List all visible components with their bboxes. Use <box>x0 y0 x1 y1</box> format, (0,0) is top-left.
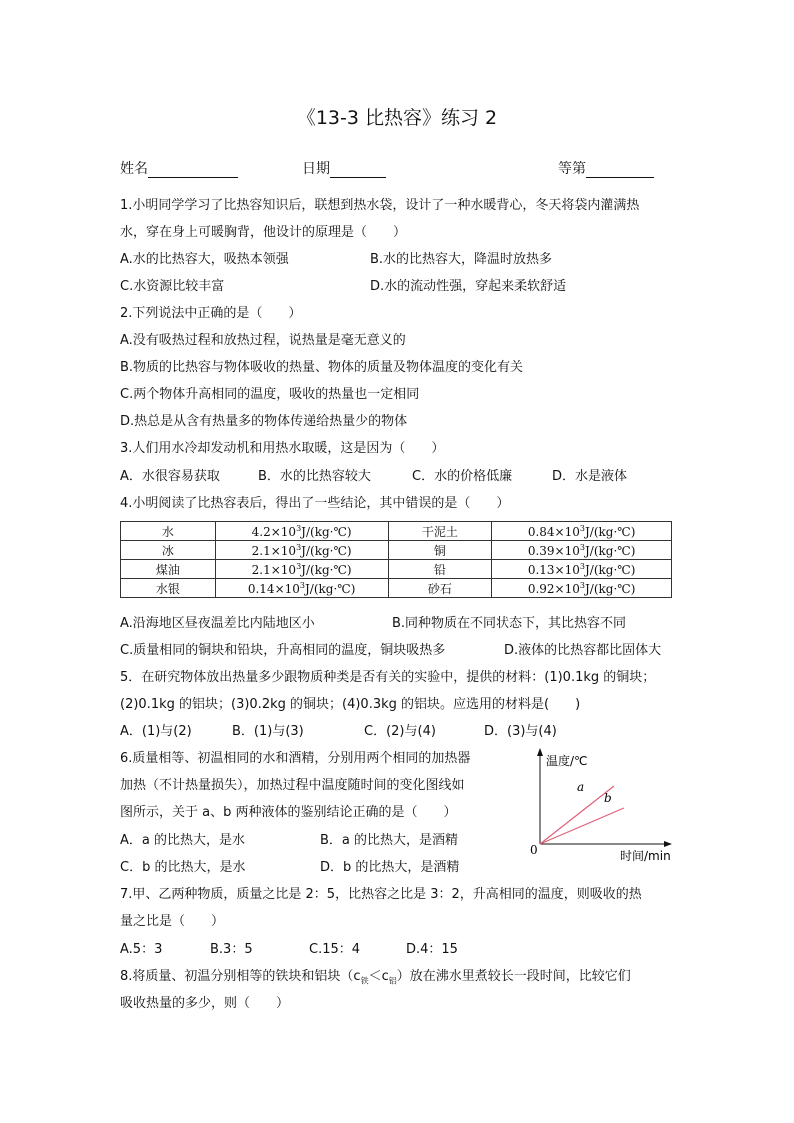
material-cell: 冰 <box>121 541 216 560</box>
q5-stem-2: (2)0.1kg 的铝块；(3)0.2kg 的铜块；(4)0.3kg 的铝块。应选用的材料是( ) <box>120 697 581 712</box>
q6-option-a: A．a 的比热大，是水 <box>120 833 245 848</box>
q4-option-a: A.沿海地区昼夜温差比内陆地区小 <box>120 616 315 631</box>
name-label: 姓名 <box>120 161 148 177</box>
value-cell: $0.13\times 10^3J/(kg\cdot℃)$ <box>492 560 672 579</box>
q3-option-d: D．水是液体 <box>552 469 628 484</box>
q6-option-c: C．b 的比热大，是水 <box>120 860 246 875</box>
date-field <box>302 158 386 178</box>
q7-stem-1: 7.甲、乙两种物质，质量之比是 2：5，比热容之比是 3：2，升高相同的温度，则吸收的热 <box>120 887 642 902</box>
y-axis-arrow <box>537 748 543 756</box>
q4-option-d: D.液体的比热容都比固体大 <box>504 643 662 658</box>
q1-option-c: C.水资源比较丰富 <box>120 279 225 294</box>
q8-stem-part: 8.将质量、初温分别相等的铁块和铝块（c <box>120 969 361 984</box>
q6-option-b: B．a 的比热大，是酒精 <box>320 833 459 848</box>
material-cell: 砂石 <box>388 579 492 598</box>
q1-stem-1: 1.小明同学学习了比热容知识后，联想到热水袋，设计了一种水暖背心，冬天将袋内灌满热 <box>120 198 640 213</box>
value-cell: $2.1\times 10^3J/(kg\cdot℃)$ <box>215 560 388 579</box>
q2-option-b: B.物质的比热容与物体吸收的热量、物体的质量及物体温度的变化有关 <box>120 360 524 375</box>
table-row <box>121 522 672 541</box>
q6-stem-1: 6.质量相等、初温相同的水和酒精，分别用两个相同的加热器 <box>120 751 471 766</box>
q5-option-a: A．(1)与(2) <box>120 724 192 739</box>
value-cell: $0.39\times 10^3J/(kg\cdot℃)$ <box>492 541 672 560</box>
table-row <box>121 579 672 598</box>
q1-option-b: B.水的比热容大，降温时放热多 <box>370 252 553 267</box>
material-cell: 干泥土 <box>388 522 492 541</box>
q2-option-a: A.没有吸热过程和放热过程，说热量是毫无意义的 <box>120 333 406 348</box>
y-axis-label: 温度/℃ <box>546 754 588 768</box>
table-row <box>121 541 672 560</box>
line-b-label: b <box>604 791 612 805</box>
origin-label: 0 <box>530 843 538 857</box>
material-cell: 水 <box>121 522 216 541</box>
q7-option-d: D.4：15 <box>406 942 458 957</box>
series-line-b <box>540 808 624 844</box>
q3-option-c: C．水的价格低廉 <box>412 469 513 484</box>
q5-stem-1: 5．在研究物体放出热量多少跟物质种类是否有关的实验中，提供的材料：(1)0.1kg 的铜块； <box>120 670 656 685</box>
q2-stem: 2.下列说法中正确的是（ ） <box>120 306 302 321</box>
series-line-a <box>540 786 614 844</box>
x-axis-label: 时间/min <box>620 849 671 863</box>
q6-option-d: D．b 的比热大，是酒精 <box>320 860 460 875</box>
q4-stem: 4.小明阅读了比热容表后，得出了一些结论，其中错误的是（ ） <box>120 496 510 511</box>
grade-label: 等第 <box>558 161 586 177</box>
q1-option-d: D.水的流动性强，穿起来柔软舒适 <box>370 279 567 294</box>
q8-stem-part: ）放在沸水里煮较长一段时间，比较它们 <box>396 969 631 984</box>
grade-field <box>558 158 654 178</box>
q8-stem-part: ＜c <box>368 969 389 984</box>
q3-option-a: A．水很容易获取 <box>120 469 220 484</box>
material-cell: 煤油 <box>121 560 216 579</box>
grade-blank <box>586 163 654 178</box>
line-a-label: a <box>577 780 585 794</box>
q2-option-d: D.热总是从含有热量多的物体传递给热量少的物体 <box>120 414 408 429</box>
value-cell: $0.84\times 10^3J/(kg\cdot℃)$ <box>492 522 672 541</box>
q7-option-a: A.5：3 <box>120 942 163 957</box>
q6-stem-3: 图所示，关于 a、b 两种液体的鉴别结论正确的是（ ） <box>120 805 457 820</box>
q8-stem-2: 吸收热量的多少，则（ ） <box>120 996 290 1011</box>
name-field <box>120 158 238 178</box>
material-cell: 铜 <box>388 541 492 560</box>
q2-option-c: C.两个物体升高相同的温度，吸收的热量也一定相同 <box>120 387 420 402</box>
q3-option-b: B．水的比热容较大 <box>258 469 371 484</box>
q1-option-a: A.水的比热容大，吸热本领强 <box>120 252 289 267</box>
q4-option-b: B.同种物质在不同状态下，其比热容不同 <box>392 616 627 631</box>
value-cell: $0.92\times 10^3J/(kg\cdot℃)$ <box>492 579 672 598</box>
x-axis-arrow <box>664 841 672 847</box>
q7-option-b: B.3：5 <box>210 942 253 957</box>
q5-option-b: B．(1)与(3) <box>232 724 304 739</box>
table-row <box>121 560 672 579</box>
material-cell: 水银 <box>121 579 216 598</box>
q1-stem-2: 水，穿在身上可暖胸背，他设计的原理是（ ） <box>120 225 407 240</box>
q3-stem: 3.人们用水冷却发动机和用热水取暖，这是因为（ ） <box>120 441 445 456</box>
material-cell: 铅 <box>388 560 492 579</box>
q4-option-c: C.质量相同的铜块和铅块，升高相同的温度，铜块吸热多 <box>120 643 446 658</box>
q8-subscript-aluminum: 铝 <box>388 976 397 986</box>
name-blank <box>148 163 238 178</box>
temperature-time-graph <box>528 744 678 864</box>
q8-subscript-iron: 铁 <box>360 976 369 986</box>
specific-heat-table <box>120 521 672 598</box>
value-cell: $4.2\times 10^3J/(kg\cdot℃)$ <box>215 522 388 541</box>
q5-option-c: C．(2)与(4) <box>364 724 436 739</box>
value-cell: $2.1\times 10^3J/(kg\cdot℃)$ <box>215 541 388 560</box>
q8-stem-1 <box>120 965 631 987</box>
date-label: 日期 <box>302 161 330 177</box>
q7-option-c: C.15：4 <box>309 942 361 957</box>
q7-stem-2: 量之比是（ ） <box>120 914 225 929</box>
q6-stem-2: 加热（不计热量损失），加热过程中温度随时间的变化图线如 <box>120 778 465 793</box>
value-cell: $0.14\times 10^3J/(kg\cdot℃)$ <box>215 579 388 598</box>
page-title: 《13-3 比热容》练习 2 <box>296 107 498 129</box>
date-blank <box>330 163 386 178</box>
q5-option-d: D．(3)与(4) <box>484 724 557 739</box>
